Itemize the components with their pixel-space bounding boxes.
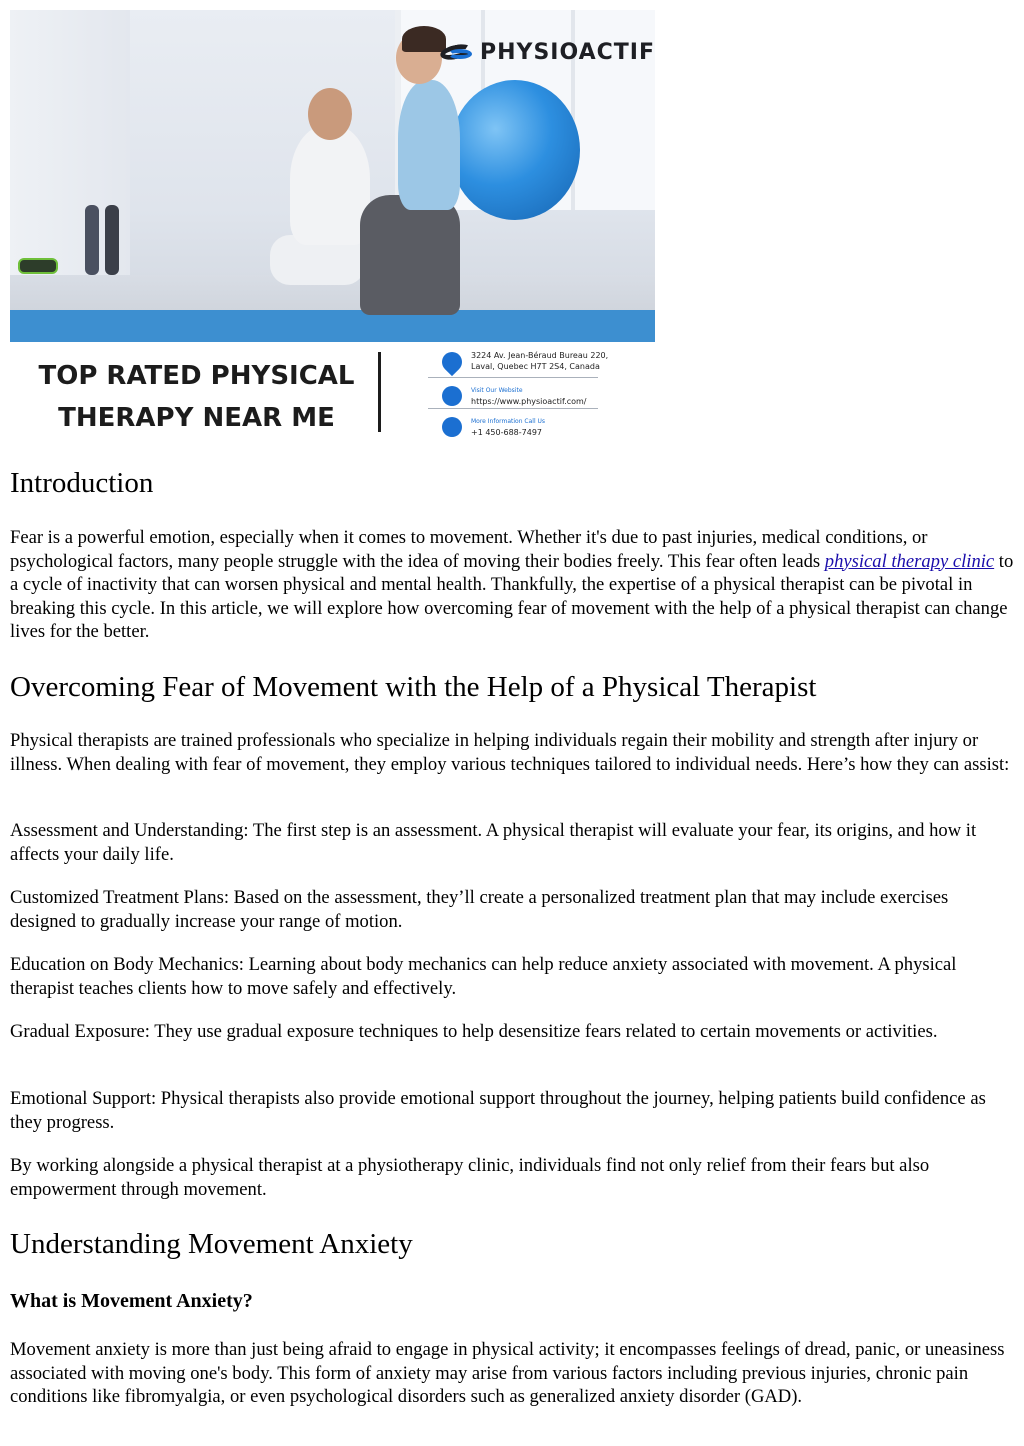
website-caption: Visit Our Website [471,387,523,394]
address-line1: 3224 Av. Jean-Béraud Bureau 220, [471,351,609,360]
point-assessment: Assessment and Understanding: The first step is an assessment. A physical therapist will evaluate your fear, its origins, and how it affects your daily life. [10,820,977,865]
point-treatment: Customized Treatment Plans: Based on the assessment, they’ll create a personalized treatment plan that may include exercises designed to gradually increase your range of motion. [10,887,949,932]
dumbbell-icon [18,258,58,274]
tagline-line2: THERAPY NEAR ME [58,403,335,433]
point-exposure: Gradual Exposure: They use gradual exposure techniques to help desensitize fears related to certain movements or activities. [10,1021,938,1042]
intro-heading: Introduction [10,467,154,499]
section2-subheading: What is Movement Anxiety? [10,1290,253,1312]
section2-heading: Understanding Movement Anxiety [10,1228,413,1260]
address-line2: Laval, Quebec H7T 2S4, Canada [471,362,600,371]
location-pin-icon [438,348,466,376]
phone-number[interactable]: +1 450-688-7497 [471,428,543,437]
brand-logo [440,40,655,65]
exercise-ball [450,80,580,220]
phone-icon [442,417,462,437]
globe-icon [442,386,462,406]
contact-separator [428,377,598,378]
therapy-session-photo [10,10,655,342]
point-support: Emotional Support: Physical therapists also provide emotional support throughout the journey, helping patients build confidence as they progress. [10,1088,986,1133]
banner-tagline [24,355,369,439]
phone-caption: More Information Call Us [471,418,546,425]
brand-name-part2: ACTIF [578,40,655,65]
physical-therapy-clinic-link[interactable]: physical therapy clinic [824,550,995,572]
section1-outro: By working alongside a physical therapist at a physiotherapy clinic, individuals find not only relief from their fears but also empowerment through movement. [10,1155,930,1200]
point-education: Education on Body Mechanics: Learning about body mechanics can help reduce anxiety associated with movement. A physical therapist teaches clients how to move safely and effectively. [10,954,957,999]
intro-text-after-link: to a cycle of inactivity that can worsen physical and mental health. Thankfully, the expertise of a physical therapist can be pivotal in breaking this cycle. In this article, we will explore how overcoming fear of movement with the help of a physical therapist can change lives for the better. [10,550,1014,642]
tagline-line1: TOP RATED PHYSICAL [38,361,355,391]
promo-banner [10,10,655,445]
intro-text-before-link: Fear is a powerful emotion, especially when it comes to movement. Whether it's due to past injuries, medical conditions, or psychological factors, many people struggle with the idea of moving their bodies freely. This fear often leads [10,527,928,572]
banner-divider [378,352,381,432]
contact-separator [428,408,598,409]
section2-paragraph: Movement anxiety is more than just being afraid to engage in physical activity; it encompasses feelings of dread, panic, or uneasiness associated with moving one's body. This form of anxiety may arise from various factors including previous injuries, chronic pain conditions like fibromyalgia, or even psychological disorders such as generalized anxiety disorder (GAD). [10,1339,1005,1407]
website-url[interactable]: https://www.physioactif.com/ [471,397,587,406]
intro-paragraph [10,526,1014,644]
section1-intro: Physical therapists are trained professionals who specialize in helping individuals regain their mobility and strength after injury or illness. When dealing with fear of movement, they employ various techniques tailored to individual needs. Here’s how they can assist: [10,730,1010,775]
brand-name-part1: PHYSIO [480,40,579,65]
section1-heading: Overcoming Fear of Movement with the Help of a Physical Therapist [10,671,817,703]
logo-mark-icon [440,42,474,64]
